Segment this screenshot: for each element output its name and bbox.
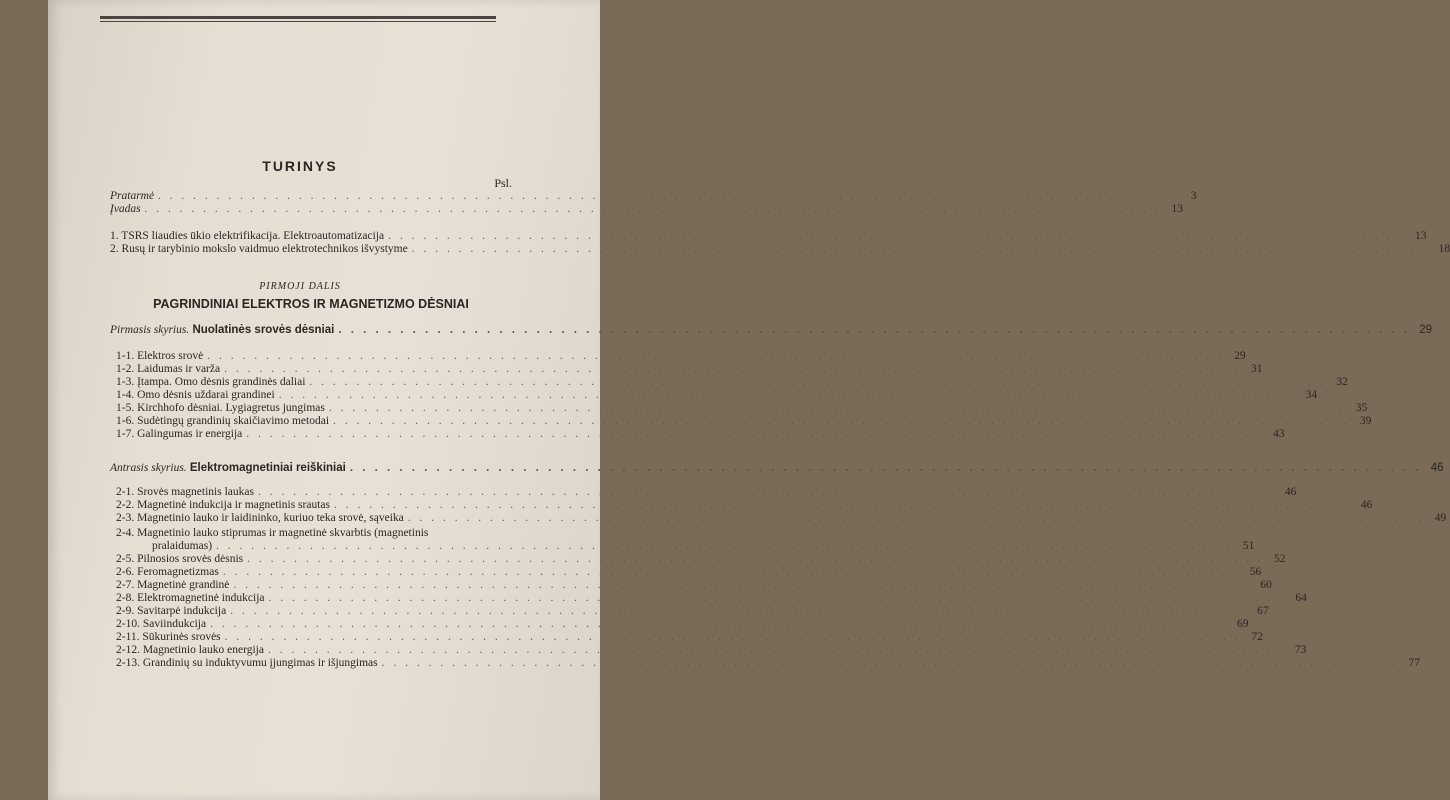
toc-entry bbox=[116, 363, 1263, 376]
leader-dots bbox=[207, 350, 1223, 363]
toc-entry-title: 1-6. Sudėtingų grandinių skaičiavimo metodai bbox=[116, 415, 330, 427]
toc-entry-page: 31 bbox=[1250, 363, 1263, 375]
toc-entry bbox=[110, 190, 1197, 203]
toc-entry bbox=[116, 499, 1373, 512]
leader-dots bbox=[224, 363, 1240, 376]
leader-dots bbox=[269, 592, 1285, 605]
toc-entry bbox=[116, 592, 1307, 605]
toc-entry bbox=[116, 527, 508, 540]
toc-entry-page: 3 bbox=[1190, 190, 1197, 202]
toc-entry-title: 1-4. Omo dėsnis uždarai grandinei bbox=[116, 389, 275, 401]
toc-entry bbox=[116, 553, 1286, 566]
toc-entry bbox=[116, 618, 1249, 631]
toc-entry-page: 77 bbox=[1408, 657, 1420, 669]
toc-entry-title: Pratarmė bbox=[110, 190, 155, 202]
toc-entry-title: 2-5. Pilnosios srovės dėsnis bbox=[116, 553, 244, 565]
toc-entry-title: 2-12. Magnetinio lauko energija bbox=[116, 644, 264, 656]
leader-dots bbox=[382, 657, 1398, 670]
toc-entry-page: 73 bbox=[1294, 644, 1307, 656]
toc-entry bbox=[110, 243, 1450, 256]
leader-dots bbox=[225, 631, 1241, 644]
toc-entry bbox=[110, 203, 1184, 216]
toc-entry bbox=[116, 402, 1368, 415]
toc-entry bbox=[116, 579, 1272, 592]
chapter-entry bbox=[110, 462, 1444, 475]
chapter-title: Nuolatinės srovės dėsniai bbox=[192, 324, 335, 336]
toc-entry-title: 2-13. Grandinių su induktyvumu įjungimas ir išjungimas bbox=[116, 657, 378, 669]
leader-dots bbox=[210, 618, 1226, 631]
toc-entry-page: 13 bbox=[1171, 203, 1184, 215]
chapter-page: 29 bbox=[1419, 324, 1433, 336]
toc-entry-page: 49 bbox=[1434, 512, 1447, 524]
toc-entry bbox=[116, 512, 1447, 525]
toc-entry-title: 2-9. Savitarpė indukcija bbox=[116, 605, 227, 617]
chapter-title-wrap bbox=[110, 324, 334, 337]
toc-entry-title: 2-8. Elektromagnetinė indukcija bbox=[116, 592, 265, 604]
toc-entry-title: 1-5. Kirchhofo dėsniai. Lygiagretus jungimas bbox=[116, 402, 325, 414]
toc-entry-page: 67 bbox=[1257, 605, 1269, 617]
toc-entry bbox=[116, 605, 1269, 618]
toc-entry-page: 72 bbox=[1251, 631, 1264, 643]
toc-entry-page: 32 bbox=[1336, 376, 1348, 388]
leader-dots bbox=[329, 402, 1345, 415]
leader-dots bbox=[258, 486, 1274, 499]
toc-entry-page: 64 bbox=[1295, 592, 1307, 604]
toc-entry-title: 1. TSRS liaudies ūkio elektrifikacija. Elektroautomatizacija bbox=[110, 230, 385, 242]
toc-entry-page: 51 bbox=[1242, 540, 1255, 552]
leader-dots bbox=[158, 190, 1174, 203]
page-title: TURINYS bbox=[262, 158, 338, 174]
leader-dots bbox=[268, 644, 1284, 657]
toc-entry-title: pralaidumas) bbox=[152, 540, 213, 552]
leader-dots bbox=[338, 324, 1410, 337]
leader-dots bbox=[230, 605, 1246, 618]
toc-entry-page: 13 bbox=[1415, 230, 1427, 242]
chapter-title-wrap bbox=[110, 462, 346, 475]
header-rule-thin bbox=[100, 21, 496, 22]
toc-entry-page: 39 bbox=[1359, 415, 1372, 427]
toc-entry-page: 56 bbox=[1249, 566, 1262, 578]
leader-dots bbox=[223, 566, 1239, 579]
toc-entry-page: 52 bbox=[1274, 553, 1286, 565]
leader-dots bbox=[279, 389, 1295, 402]
toc-entry-title: 2-10. Saviindukcija bbox=[116, 618, 207, 630]
toc-entry-page: 34 bbox=[1305, 389, 1318, 401]
toc-entry-page: 43 bbox=[1273, 428, 1285, 440]
chapter-entry bbox=[110, 324, 1433, 337]
toc-entry bbox=[116, 415, 1372, 428]
chapter-prefix: Pirmasis skyrius. bbox=[110, 324, 190, 336]
toc-entry-title: 1-3. Įtampa. Omo dėsnis grandinės daliai bbox=[116, 376, 306, 388]
leader-dots bbox=[246, 428, 1262, 441]
toc-entry-title: 2-11. Sūkurinės srovės bbox=[116, 631, 221, 643]
toc-entry-title: 1-2. Laidumas ir varža bbox=[116, 363, 221, 375]
chapter-prefix: Antrasis skyrius. bbox=[110, 462, 187, 474]
leader-dots bbox=[233, 579, 1249, 592]
toc-entry-title: 2-2. Magnetinė indukcija ir magnetinis srautas bbox=[116, 499, 330, 511]
toc-entry-page: 18 bbox=[1438, 243, 1450, 255]
toc-entry-page: 69 bbox=[1236, 618, 1249, 630]
toc-entry bbox=[110, 230, 1427, 243]
leader-dots bbox=[216, 540, 1232, 553]
part-title: PAGRINDINIAI ELEKTROS IR MAGNETIZMO DĖSNIAI bbox=[153, 297, 469, 311]
toc-entry-title: Įvadas bbox=[110, 203, 141, 215]
toc-entry-title: 2. Rusų ir tarybinio mokslo vaidmuo elektrotechnikos išvystyme bbox=[110, 243, 408, 255]
toc-entry-title: 1-1. Elektros srovė bbox=[116, 350, 204, 362]
toc-entry bbox=[116, 486, 1297, 499]
toc-entry-title: 2-4. Magnetinio lauko stiprumas ir magnetinė skvarbtis (magnetinis bbox=[116, 527, 429, 539]
toc-entry bbox=[116, 631, 1264, 644]
header-rule-thick bbox=[100, 16, 496, 19]
toc-entry bbox=[116, 389, 1318, 402]
leader-dots bbox=[145, 203, 1161, 216]
leader-dots bbox=[388, 230, 1404, 243]
part-label: PIRMOJI DALIS bbox=[259, 281, 341, 292]
toc-entry bbox=[152, 540, 1255, 553]
toc-entry-title: 2-1. Srovės magnetinis laukas bbox=[116, 486, 254, 498]
toc-entry bbox=[116, 428, 1285, 441]
toc-entry bbox=[116, 350, 1246, 363]
toc-entry bbox=[116, 566, 1262, 579]
leader-dots bbox=[412, 243, 1428, 256]
leader-dots bbox=[350, 462, 1422, 475]
toc-entry-page: 60 bbox=[1260, 579, 1272, 591]
toc-entry-title: 2-6. Feromagnetizmas bbox=[116, 566, 219, 578]
toc-entry-page: 29 bbox=[1234, 350, 1246, 362]
toc-entry-title: 2-3. Magnetinio lauko ir laidininko, kuriuo teka srovė, sąveika bbox=[116, 512, 404, 524]
toc-entry bbox=[116, 644, 1307, 657]
chapter-title: Elektromagnetiniai reiškiniai bbox=[189, 462, 346, 474]
leader-dots bbox=[334, 499, 1350, 512]
leader-dots bbox=[247, 553, 1263, 566]
toc-entry-title: 1-7. Galingumas ir energija bbox=[116, 428, 243, 440]
leader-dots bbox=[333, 415, 1349, 428]
page-column-label: Psl. bbox=[494, 176, 512, 190]
toc-entry-page: 46 bbox=[1360, 499, 1373, 511]
toc-entry-page: 46 bbox=[1284, 486, 1297, 498]
toc-entry-page: 35 bbox=[1355, 402, 1368, 414]
toc-entry-title: 2-7. Magnetinė grandinė bbox=[116, 579, 230, 591]
toc-entry bbox=[116, 376, 1348, 389]
leader-dots bbox=[309, 376, 1325, 389]
leader-dots bbox=[408, 512, 1424, 525]
toc-entry bbox=[116, 657, 1420, 670]
chapter-page: 46 bbox=[1430, 462, 1444, 474]
